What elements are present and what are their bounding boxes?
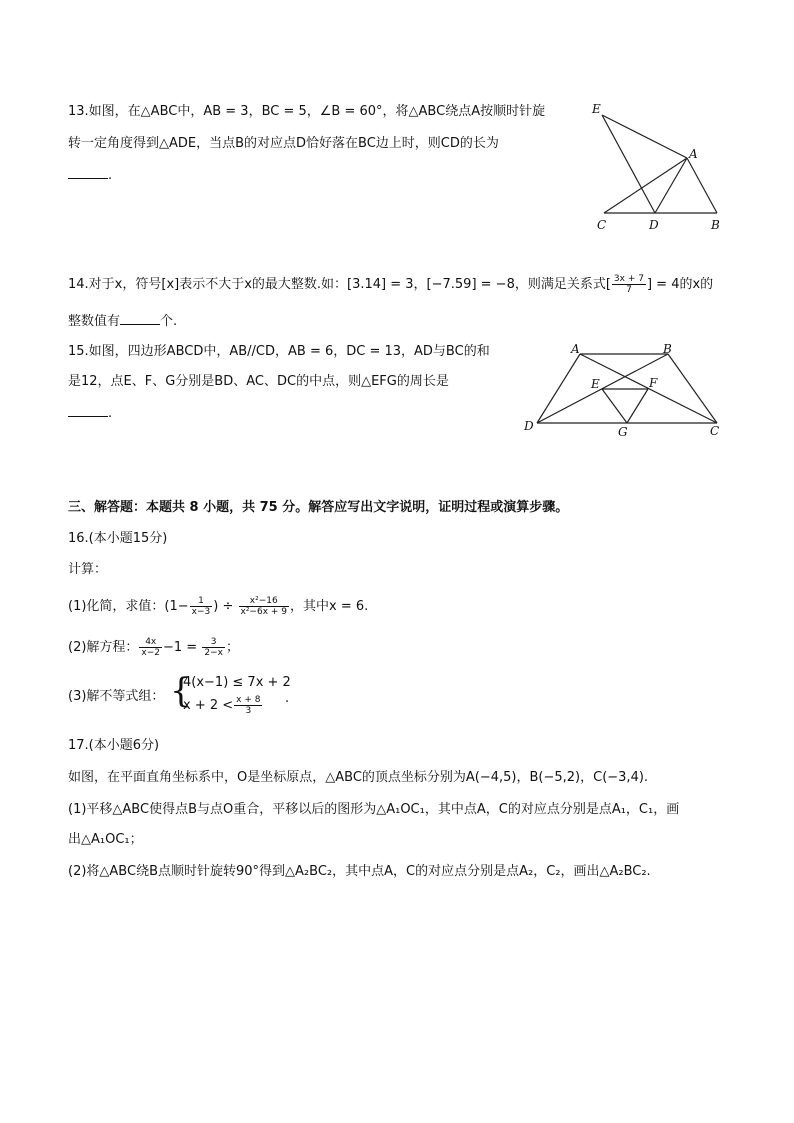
q16-p3-frac xyxy=(234,695,262,716)
answer-blank[interactable] xyxy=(120,312,160,325)
q16-p1-frac1 xyxy=(190,596,213,617)
q16-p1-a: (1)化简，求值：(1− xyxy=(68,599,189,614)
q14-fraction xyxy=(612,274,646,295)
q16-p3-row2-a: x + 2 < xyxy=(183,698,234,713)
q14-line1 xyxy=(68,274,713,295)
frac-num: 3 xyxy=(202,637,225,648)
q13-line3-end: . xyxy=(108,168,113,183)
seg-AC xyxy=(604,158,687,213)
q13-line2: 转一定角度得到△ADE，当点B的对应点D恰好落在BC边上时，则CD的长为 xyxy=(68,136,499,151)
q16-p2-frac2 xyxy=(202,637,225,658)
q15-line2: 是12，点E、F、G分别是BD、AC、DC的中点，则△EFG的周长是 xyxy=(68,374,449,389)
q14-text-b: ] = 4的x的 xyxy=(646,277,714,292)
q16-part1 xyxy=(68,595,368,619)
point-label-G: G xyxy=(618,425,628,439)
frac-den: 2−x xyxy=(204,648,223,658)
q13-figure xyxy=(590,100,730,235)
q14-frac-num: 3x + 7 xyxy=(613,274,644,284)
q15-line3 xyxy=(68,404,112,422)
q16-part2 xyxy=(68,636,239,660)
q14-line2 xyxy=(68,312,177,330)
q17-line2: (1)平移△ABC使得点B与点O重合，平移以后的图形为△A₁OC₁，其中点A，C的对应点分别是点A₁，C₁，画 xyxy=(68,802,680,817)
q15-line1: 15.如图，四边形ABCD中，AB//CD，AB = 6，DC = 13，AD与BC的和 xyxy=(68,344,490,359)
answer-blank[interactable] xyxy=(68,166,108,179)
q16-p1-c: ，其中x = 6. xyxy=(290,599,369,614)
q17-line3: 出△A₁OC₁； xyxy=(68,832,143,847)
frac-num: 4x xyxy=(139,637,162,648)
seg-AD xyxy=(537,354,580,423)
point-label-B: B xyxy=(663,342,672,356)
point-label-D: D xyxy=(649,218,659,232)
frac-den: x²−6x + 9 xyxy=(240,607,288,617)
q16-p2-a: (2)解方程： xyxy=(68,640,139,655)
system-brace: { xyxy=(170,671,192,711)
point-label-B: B xyxy=(711,218,720,232)
point-label-E: E xyxy=(591,377,600,391)
answer-blank[interactable] xyxy=(68,404,108,417)
frac-num: 1 xyxy=(190,596,213,607)
seg-EG xyxy=(602,389,627,423)
q16-p2-frac1 xyxy=(139,637,162,658)
point-label-E: E xyxy=(592,102,601,116)
q16-part3-label: (3)解不等式组： xyxy=(68,689,165,704)
seg-AB xyxy=(687,158,717,213)
q13-line3 xyxy=(68,166,112,184)
q13-line1: 13.如图，在△ABC中，AB = 3，BC = 5，∠B = 60°，将△ABC绕点A按顺时针旋 xyxy=(68,104,546,119)
point-label-C: C xyxy=(597,218,607,232)
q16-p2-c: ； xyxy=(225,640,239,655)
seg-BC xyxy=(668,354,717,423)
q16-p3-end: . xyxy=(285,691,290,706)
q16-p3-row2 xyxy=(183,695,263,717)
frac-num: x + 8 xyxy=(236,695,261,705)
q14-line2-b: 个. xyxy=(160,314,178,329)
seg-EA xyxy=(602,115,687,158)
frac-num: x²−16 xyxy=(239,596,290,607)
seg-AD xyxy=(655,158,687,213)
frac-den: x−2 xyxy=(141,648,161,658)
frac-den: 3 xyxy=(245,706,252,716)
q14-line2-a: 整数值有 xyxy=(68,314,121,329)
point-label-C: C xyxy=(710,424,720,438)
frac-den: x−3 xyxy=(191,607,211,617)
q16-p1-frac2 xyxy=(239,596,290,617)
q16-p1-b: ) ÷ xyxy=(213,599,234,614)
q17-line4: (2)将△ABC绕B点顺时针旋转90°得到△A₂BC₂，其中点A，C的对应点分别是点A₂，C₂，画出△A₂BC₂. xyxy=(68,864,651,879)
q15-figure xyxy=(520,340,730,440)
q17-title: 17.(本小题6分) xyxy=(68,738,160,753)
seg-EC xyxy=(602,115,655,213)
q16-intro: 计算： xyxy=(68,562,108,577)
q16-title: 16.(本小题15分) xyxy=(68,531,168,546)
point-label-A: A xyxy=(689,147,698,161)
q17-line1: 如图，在平面直角坐标系中，O是坐标原点，△ABC的顶点坐标分别为A(−4,5)，B(−5,2)，C(−3,4). xyxy=(68,770,649,785)
point-label-F: F xyxy=(649,376,658,390)
section-heading: 三、解答题：本题共 8 小题，共 75 分。解答应写出文字说明，证明过程或演算步骤。 xyxy=(68,500,569,515)
q15-line3-end: . xyxy=(108,406,113,421)
q14-text-a: 14.对于x，符号[x]表示不大于x的最大整数.如：[3.14] = 3，[−7.59] = −8，则满足关系式[ xyxy=(68,277,611,292)
q14-frac-den: 7 xyxy=(626,285,632,295)
q16-p2-b: −1 = xyxy=(163,640,198,655)
q16-p3-row1: 4(x−1) ≤ 7x + 2 xyxy=(183,675,291,690)
seg-FG xyxy=(627,389,648,423)
point-label-D: D xyxy=(524,419,534,433)
point-label-A: A xyxy=(571,342,580,356)
